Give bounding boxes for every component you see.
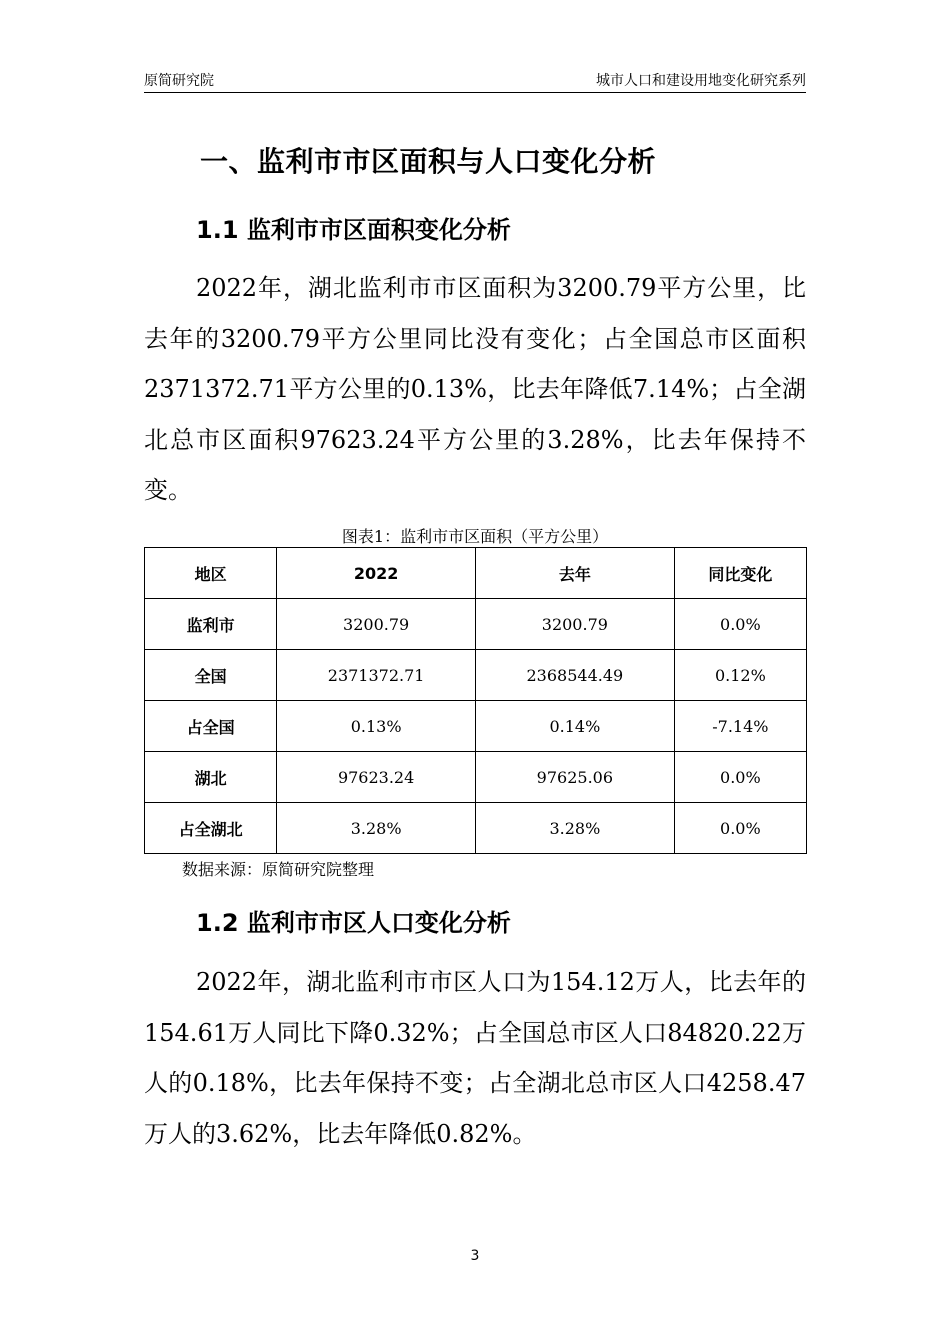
table-header-cell: 2022 — [277, 548, 476, 599]
header-left: 原简研究院 — [144, 73, 214, 89]
page-number: 3 — [470, 1248, 480, 1264]
table-cell: 2368544.49 — [475, 650, 674, 701]
table-row-label: 占全湖北 — [145, 803, 277, 854]
table-cell: 97623.24 — [277, 752, 476, 803]
table-row — [145, 599, 807, 650]
section-1-title: 1.1 监利市市区面积变化分析 — [196, 216, 511, 244]
header-right: 城市人口和建设用地变化研究系列 — [596, 73, 806, 89]
table-header-cell: 同比变化 — [674, 548, 806, 599]
table-cell: 3.28% — [277, 803, 476, 854]
table-row-label: 监利市 — [145, 599, 277, 650]
table-cell: 0.13% — [277, 701, 476, 752]
table-cell: 2371372.71 — [277, 650, 476, 701]
page-header — [144, 66, 806, 93]
table-row — [145, 752, 807, 803]
table-caption: 图表1：监利市市区面积（平方公里） — [341, 527, 609, 546]
area-table — [144, 547, 807, 854]
table-header-cell: 地区 — [145, 548, 277, 599]
table-header-row — [145, 548, 807, 599]
table-cell: 0.0% — [674, 599, 806, 650]
section-2-paragraph-text: 2022年，湖北监利市市区人口为154.12万人，比去年的154.61万人同比下降0.32%；占全国总市区人口84820.22万人的0.18%，比去年保持不变；占全湖北总市区人口4258.47万人的3.62%，比去年降低0.82%。 — [144, 968, 806, 1148]
table-row-label: 占全国 — [145, 701, 277, 752]
table-cell: -7.14% — [674, 701, 806, 752]
table-cell: 0.14% — [475, 701, 674, 752]
table-row — [145, 701, 807, 752]
section-1-paragraph — [144, 263, 806, 516]
table-cell: 0.12% — [674, 650, 806, 701]
table-cell: 0.0% — [674, 752, 806, 803]
section-2-paragraph — [144, 957, 806, 1159]
table-row — [145, 803, 807, 854]
heading-1: 一、监利市市区面积与人口变化分析 — [200, 145, 657, 178]
table-row-label: 湖北 — [145, 752, 277, 803]
table-cell: 97625.06 — [475, 752, 674, 803]
table-cell: 3.28% — [475, 803, 674, 854]
table-header-cell: 去年 — [475, 548, 674, 599]
section-2-title: 1.2 监利市市区人口变化分析 — [196, 909, 511, 937]
table-cell: 3200.79 — [475, 599, 674, 650]
section-1-paragraph-text: 2022年，湖北监利市市区面积为3200.79平方公里，比去年的3200.79平方公里同比没有变化；占全国总市区面积2371372.71平方公里的0.13%，比去年降低7.14%；占全湖北总市区面积97623.24平方公里的3.28%，比去年保持不变。 — [144, 274, 806, 504]
table-source: 数据来源：原简研究院整理 — [182, 860, 375, 879]
table-row — [145, 650, 807, 701]
table-cell: 3200.79 — [277, 599, 476, 650]
table-row-label: 全国 — [145, 650, 277, 701]
table-cell: 0.0% — [674, 803, 806, 854]
